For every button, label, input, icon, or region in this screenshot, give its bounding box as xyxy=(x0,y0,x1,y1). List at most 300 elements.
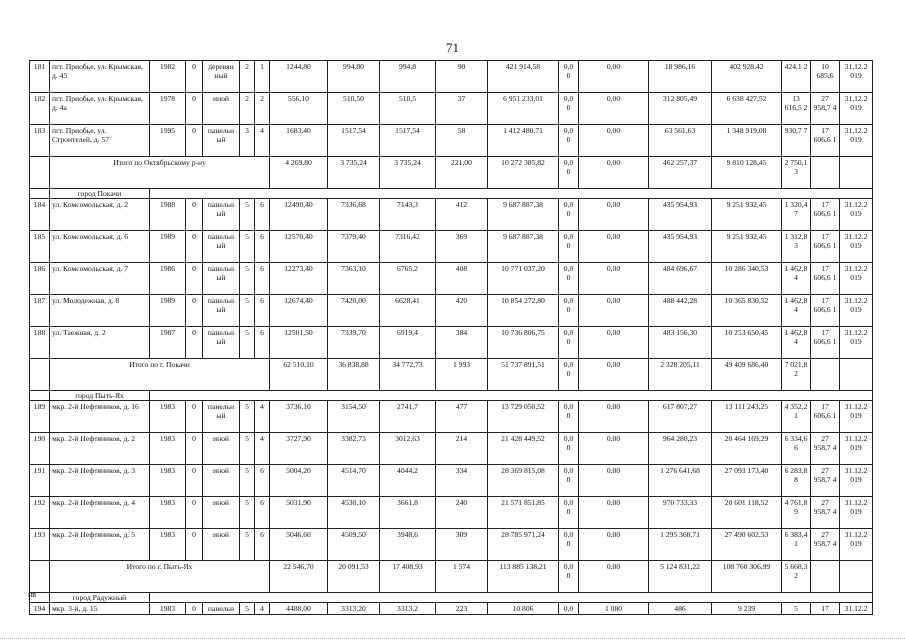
cell-residents: 309 xyxy=(436,529,488,561)
cell-empty xyxy=(811,157,840,189)
cell-floors: 5 xyxy=(240,327,255,359)
table-row xyxy=(30,465,873,497)
cell-c1: 0,0 0 xyxy=(559,529,579,561)
cell-cost: 1 412 480,71 xyxy=(488,125,559,157)
cell-area-living: 4509,50 xyxy=(328,529,380,561)
cell-c4: 1 348 919,08 xyxy=(712,125,782,157)
cell-year: 1986 xyxy=(150,263,186,295)
cell-area-living: 7420,00 xyxy=(328,295,380,327)
cell-area-living: 20 091,53 xyxy=(328,561,380,593)
cell-year: 1983 xyxy=(150,433,186,465)
cell-entrances: 6 xyxy=(255,231,270,263)
cell-c3: 5 124 831,22 xyxy=(649,561,712,593)
cell-material: панельн ый xyxy=(203,327,240,359)
cell-area-total: 12490,40 xyxy=(270,199,328,231)
cell-area-res: 3948,6 xyxy=(380,529,436,561)
cell-residents: 221,00 xyxy=(436,157,488,189)
cell-entrances: 6 xyxy=(255,465,270,497)
cell-zero: 0 xyxy=(186,93,203,125)
cell-area-res: 4044,2 xyxy=(380,465,436,497)
cell-c4: 13 111 243,25 xyxy=(712,401,782,433)
cell-floors: 5 xyxy=(240,295,255,327)
cell-c2: 0,00 xyxy=(579,157,649,189)
cell-label: Итого по г. Пыть-Ях xyxy=(50,561,270,593)
cell-material: деревян ный xyxy=(203,61,240,93)
cell-date: 31.12.2 019 xyxy=(840,401,873,433)
cell-residents: 1 574 xyxy=(436,561,488,593)
cell-address: пгт. Приобье, ул. Крымская, д. 45 xyxy=(50,61,150,93)
cell-label: Итого по г. Покачи xyxy=(50,359,270,391)
cell-year: 1982 xyxy=(150,61,186,93)
cell-cost: 10 806 xyxy=(488,603,559,615)
cell-area-res: 17 408,93 xyxy=(380,561,436,593)
table-row xyxy=(30,295,873,327)
cell-n: 194 xyxy=(30,603,50,615)
cell-residents: 58 xyxy=(436,125,488,157)
cell-area-living: 36 838,88 xyxy=(328,359,380,391)
register-table-wrapper xyxy=(29,60,872,615)
cell-residents: 1 993 xyxy=(436,359,488,391)
cell-entrances: 6 xyxy=(255,199,270,231)
cell-cost: 21 571 851,85 xyxy=(488,497,559,529)
cell-area-living: 7363,10 xyxy=(328,263,380,295)
cell-entrances: 6 xyxy=(255,327,270,359)
cell-residents: 408 xyxy=(436,263,488,295)
cell-c5: 1 462,8 4 xyxy=(782,327,811,359)
cell-c1: 0,0 0 xyxy=(559,263,579,295)
table-row xyxy=(30,263,873,295)
table-row xyxy=(30,603,873,615)
cell-c5: 5 xyxy=(782,603,811,615)
cell-floors: 5 xyxy=(240,465,255,497)
cell-material: панельн ый xyxy=(203,231,240,263)
cell-c6: 17 606,6 1 xyxy=(811,327,840,359)
cell-c6: 17 606,6 1 xyxy=(811,125,840,157)
cell-empty xyxy=(840,561,873,593)
cell-residents: 223 xyxy=(436,603,488,615)
cell-year: 1983 xyxy=(150,529,186,561)
cell-zero: 0 xyxy=(186,497,203,529)
cell-residents: 240 xyxy=(436,497,488,529)
cell-c3: 484 696,67 xyxy=(649,263,712,295)
cell-material: панельн ый xyxy=(203,401,240,433)
cell-c1: 0,0 0 xyxy=(559,465,579,497)
cell-area-living: 3 735,24 xyxy=(328,157,380,189)
cell-zero: 0 xyxy=(186,401,203,433)
cell-c6: 17 606,6 1 xyxy=(811,199,840,231)
cell-c6: 27 958,7 4 xyxy=(811,497,840,529)
cell-year: 1988 xyxy=(150,199,186,231)
cell-floors: 5 xyxy=(240,231,255,263)
cell-entrances: 6 xyxy=(255,497,270,529)
page-number: 71 xyxy=(446,40,459,55)
cell-date: 31.12.2 019 xyxy=(840,433,873,465)
cell-label: Итого по Октябрьскому р-ну xyxy=(50,157,270,189)
subtotal-row xyxy=(30,561,873,593)
table-row xyxy=(30,327,873,359)
cell-c4: 49 409 686,40 xyxy=(712,359,782,391)
cell-c2: 0,00 xyxy=(579,125,649,157)
cell-area-res: 7316,42 xyxy=(380,231,436,263)
cell-area-res: 6628,41 xyxy=(380,295,436,327)
cell-material: иной xyxy=(203,433,240,465)
table-row xyxy=(30,433,873,465)
table-row xyxy=(30,93,873,125)
cell-c6: 17 xyxy=(811,603,840,615)
cell-n: 186 xyxy=(30,263,50,295)
cell-label: город Радужный xyxy=(50,593,150,603)
cell-material: иной xyxy=(203,93,240,125)
cell-empty xyxy=(840,359,873,391)
cell-material: иной xyxy=(203,465,240,497)
cell-area-living: 7339,70 xyxy=(328,327,380,359)
cell-area-living: 3154,50 xyxy=(328,401,380,433)
cell-c6: 17 606,6 1 xyxy=(811,231,840,263)
cell-c3: 488 442,28 xyxy=(649,295,712,327)
cell-c5: 13 616,5 2 xyxy=(782,93,811,125)
cell-area-total: 3727,90 xyxy=(270,433,328,465)
cell-date: 31.12.2 019 xyxy=(840,295,873,327)
cell-label: город Пыть-Ях xyxy=(50,391,150,401)
cell-area-living: 3313,20 xyxy=(328,603,380,615)
cell-n: 187 xyxy=(30,295,50,327)
cell-cost: 6 951 233,01 xyxy=(488,93,559,125)
cell-c4: 9 239 xyxy=(712,603,782,615)
cell-c2: 0,00 xyxy=(579,199,649,231)
cell-area-res: 3313,2 xyxy=(380,603,436,615)
cell-date: 31.12.2 019 xyxy=(840,529,873,561)
cell-n: 190 xyxy=(30,433,50,465)
cell-c4: 20 601 118,52 xyxy=(712,497,782,529)
cell-year: 1983 xyxy=(150,401,186,433)
cell-c4: 10 253 650,45 xyxy=(712,327,782,359)
cell-zero: 0 xyxy=(186,199,203,231)
cell-residents: 369 xyxy=(436,231,488,263)
cell-material: панельн ый xyxy=(203,263,240,295)
cell-c1: 0,0 0 xyxy=(559,359,579,391)
cell-area-living: 7379,40 xyxy=(328,231,380,263)
cell-year: 1978 xyxy=(150,93,186,125)
cell-date: 31.12.2 019 xyxy=(840,61,873,93)
cell-residents: 214 xyxy=(436,433,488,465)
cell-c4: 20 464 169,29 xyxy=(712,433,782,465)
cell-n: 189 xyxy=(30,401,50,433)
cell-address: мкр. 2-й Нефтяников, д. 3 xyxy=(50,465,150,497)
cell-date: 31.12.2 019 xyxy=(840,199,873,231)
cell-floors: 5 xyxy=(240,199,255,231)
cell-c4: 9 251 932,45 xyxy=(712,199,782,231)
cell-area-living: 994,80 xyxy=(328,61,380,93)
cell-zero: 0 xyxy=(186,603,203,615)
cell-c2: 0,00 xyxy=(579,529,649,561)
cell-entrances: 4 xyxy=(255,603,270,615)
cell-empty xyxy=(30,189,50,199)
cell-empty xyxy=(30,157,50,189)
cell-cost: 10 771 037,20 xyxy=(488,263,559,295)
cell-date: 31.12.2 019 xyxy=(840,93,873,125)
cell-c1: 0,0 0 xyxy=(559,401,579,433)
cell-c4: 10 365 830,52 xyxy=(712,295,782,327)
cell-zero: 0 xyxy=(186,295,203,327)
cell-date: 31.12.2 019 xyxy=(840,263,873,295)
cell-material: иной xyxy=(203,497,240,529)
cell-area-living: 510,50 xyxy=(328,93,380,125)
cell-area-res: 2741,7 xyxy=(380,401,436,433)
cell-cost: 28 785 971,24 xyxy=(488,529,559,561)
cell-year: 1989 xyxy=(150,295,186,327)
cell-empty xyxy=(150,593,873,603)
cell-c6: 17 606,6 1 xyxy=(811,263,840,295)
cell-c6: 27 958,7 4 xyxy=(811,433,840,465)
cell-n: 188 xyxy=(30,327,50,359)
cell-c1: 0,0 0 xyxy=(559,327,579,359)
cell-c6: 27 958,7 4 xyxy=(811,93,840,125)
cell-date: 31.12.2 019 xyxy=(840,231,873,263)
cell-address: мкр. 2-й Нефтяников, д. 4 xyxy=(50,497,150,529)
cell-c3: 970 733,33 xyxy=(649,497,712,529)
cell-c3: 435 954,93 xyxy=(649,231,712,263)
cell-c2: 0,00 xyxy=(579,401,649,433)
cell-address: ул. Таежная, д. 2 xyxy=(50,327,150,359)
cell-cost: 10 854 272,80 xyxy=(488,295,559,327)
cell-c3: 617 807,27 xyxy=(649,401,712,433)
cell-floors: 2 xyxy=(240,61,255,93)
cell-c2: 0,00 xyxy=(579,359,649,391)
cell-area-res: 510,5 xyxy=(380,93,436,125)
cell-c3: 18 986,16 xyxy=(649,61,712,93)
cell-label: город Покачи xyxy=(50,189,150,199)
cell-c2: 1 080 xyxy=(579,603,649,615)
cell-c1: 0,0 0 xyxy=(559,295,579,327)
cell-address: мкр. 3-й, д. 15 xyxy=(50,603,150,615)
cell-empty xyxy=(30,391,50,401)
subtotal-row xyxy=(30,359,873,391)
cell-c3: 964 280,23 xyxy=(649,433,712,465)
cell-c2: 0,00 xyxy=(579,263,649,295)
cell-c3: 435 954,93 xyxy=(649,199,712,231)
cell-material: панельн ый xyxy=(203,125,240,157)
cell-floors: 5 xyxy=(240,263,255,295)
cell-zero: 0 xyxy=(186,61,203,93)
cell-zero: 0 xyxy=(186,327,203,359)
cell-c2: 0,00 xyxy=(579,327,649,359)
cell-cost: 9 687 887,38 xyxy=(488,231,559,263)
cell-area-res: 3012,63 xyxy=(380,433,436,465)
table-row xyxy=(30,497,873,529)
cell-cost: 21 428 449,52 xyxy=(488,433,559,465)
cell-zero: 0 xyxy=(186,231,203,263)
cell-c6: 17 606,6 1 xyxy=(811,401,840,433)
cell-zero: 0 xyxy=(186,529,203,561)
cell-entrances: 4 xyxy=(255,125,270,157)
cell-area-total: 62 510,10 xyxy=(270,359,328,391)
cell-c4: 27 490 602,53 xyxy=(712,529,782,561)
cell-address: ул. Молодежная, д. 8 xyxy=(50,295,150,327)
cell-c1: 0,0 0 xyxy=(559,561,579,593)
cell-zero: 0 xyxy=(186,433,203,465)
cell-c6: 17 606,6 1 xyxy=(811,295,840,327)
cell-residents: 412 xyxy=(436,199,488,231)
cell-zero: 0 xyxy=(186,125,203,157)
cell-entrances: 2 xyxy=(255,93,270,125)
cell-area-total: 12570,40 xyxy=(270,231,328,263)
cell-area-total: 4488,00 xyxy=(270,603,328,615)
cell-c2: 0,00 xyxy=(579,497,649,529)
cell-c3: 63 561,63 xyxy=(649,125,712,157)
city-heading-row xyxy=(30,391,873,401)
cell-floors: 5 xyxy=(240,529,255,561)
cell-area-res: 1517,54 xyxy=(380,125,436,157)
cell-cost: 13 729 050,52 xyxy=(488,401,559,433)
cell-area-res: 3661,8 xyxy=(380,497,436,529)
cell-c1: 0,0 0 xyxy=(559,157,579,189)
cell-c2: 0,00 xyxy=(579,93,649,125)
cell-c1: 0,0 0 xyxy=(559,125,579,157)
cell-n: 191 xyxy=(30,465,50,497)
cell-c3: 312 805,49 xyxy=(649,93,712,125)
cell-c1: 0,0 0 xyxy=(559,231,579,263)
cell-floors: 5 xyxy=(240,497,255,529)
cell-c3: 1 276 641,68 xyxy=(649,465,712,497)
cell-cost: 9 687 887,38 xyxy=(488,199,559,231)
cell-c1: 0,0 0 xyxy=(559,61,579,93)
cell-c2: 0,00 xyxy=(579,465,649,497)
cell-year: 1983 xyxy=(150,603,186,615)
cell-cost: 51 737 891,51 xyxy=(488,359,559,391)
cell-c5: 1 312,8 3 xyxy=(782,231,811,263)
cell-c5: 4 761,8 9 xyxy=(782,497,811,529)
table-row xyxy=(30,401,873,433)
subtotal-row xyxy=(30,157,873,189)
table-row xyxy=(30,61,873,93)
cell-residents: 477 xyxy=(436,401,488,433)
cell-c2: 0,00 xyxy=(579,561,649,593)
cell-address: мкр. 2-й Нефтяников, д. 5 xyxy=(50,529,150,561)
cell-year: 1995 xyxy=(150,125,186,157)
cell-c5: 4 352,2 1 xyxy=(782,401,811,433)
cell-area-total: 4 269,80 xyxy=(270,157,328,189)
cell-empty xyxy=(840,157,873,189)
cell-entrances: 4 xyxy=(255,433,270,465)
cell-date: 31.12.2 019 xyxy=(840,125,873,157)
cell-c1: 0,0 xyxy=(559,603,579,615)
cell-area-total: 5046,60 xyxy=(270,529,328,561)
register-table xyxy=(29,60,873,615)
cell-c5: 1 462,8 4 xyxy=(782,263,811,295)
cell-empty xyxy=(150,391,873,401)
cell-zero: 0 xyxy=(186,263,203,295)
cell-entrances: 6 xyxy=(255,295,270,327)
cell-c5: 2 750,1 3 xyxy=(782,157,811,189)
cell-residents: 384 xyxy=(436,327,488,359)
cell-area-total: 12501,50 xyxy=(270,327,328,359)
cell-year: 1987 xyxy=(150,327,186,359)
footer-mark: нв xyxy=(28,590,37,599)
cell-area-living: 7336,68 xyxy=(328,199,380,231)
cell-address: мкр. 2-й Нефтяников, д. 16 xyxy=(50,401,150,433)
cell-c1: 0,0 0 xyxy=(559,497,579,529)
cell-address: ул. Комсомольская, д. 6 xyxy=(50,231,150,263)
city-heading-row xyxy=(30,593,873,603)
cell-c1: 0,0 0 xyxy=(559,199,579,231)
cell-c4: 27 093 173,40 xyxy=(712,465,782,497)
cell-c2: 0,00 xyxy=(579,231,649,263)
cell-area-total: 3736,10 xyxy=(270,401,328,433)
cell-area-res: 6919,4 xyxy=(380,327,436,359)
cell-address: ул. Комсомольская, д. 2 xyxy=(50,199,150,231)
cell-address: пгт. Приобье, ул. Крымская, д. 4а xyxy=(50,93,150,125)
cell-c5: 7 021,8 2 xyxy=(782,359,811,391)
cell-c4: 9 810 128,45 xyxy=(712,157,782,189)
cell-area-total: 12674,40 xyxy=(270,295,328,327)
cell-n: 183 xyxy=(30,125,50,157)
cell-n: 182 xyxy=(30,93,50,125)
table-row xyxy=(30,529,873,561)
cell-c2: 0,00 xyxy=(579,433,649,465)
cell-c6: 27 958,7 4 xyxy=(811,465,840,497)
table-row xyxy=(30,199,873,231)
cell-c6: 27 958,7 4 xyxy=(811,529,840,561)
cell-material: панельн xyxy=(203,603,240,615)
cell-area-res: 994,8 xyxy=(380,61,436,93)
cell-area-total: 556,10 xyxy=(270,93,328,125)
cell-empty xyxy=(150,189,873,199)
cell-c3: 483 156,30 xyxy=(649,327,712,359)
cell-material: панельн ый xyxy=(203,199,240,231)
cell-year: 1989 xyxy=(150,231,186,263)
cell-cost: 10 736 806,75 xyxy=(488,327,559,359)
cell-area-total: 1244,80 xyxy=(270,61,328,93)
cell-floors: 5 xyxy=(240,603,255,615)
cell-c3: 1 295 368,71 xyxy=(649,529,712,561)
cell-empty xyxy=(30,359,50,391)
cell-c5: 5 668,3 2 xyxy=(782,561,811,593)
cell-floors: 5 xyxy=(240,401,255,433)
cell-c5: 1 320,4 7 xyxy=(782,199,811,231)
cell-date: 31.12.2 019 xyxy=(840,327,873,359)
cell-area-total: 12273,40 xyxy=(270,263,328,295)
cell-c3: 462 257,37 xyxy=(649,157,712,189)
cell-empty xyxy=(30,561,50,593)
register-table-body xyxy=(30,61,873,615)
cell-c5: 930,7 7 xyxy=(782,125,811,157)
cell-c5: 6 383,4 1 xyxy=(782,529,811,561)
cell-residents: 334 xyxy=(436,465,488,497)
cell-area-res: 7143,3 xyxy=(380,199,436,231)
cell-floors: 5 xyxy=(240,433,255,465)
cell-c1: 0,0 0 xyxy=(559,93,579,125)
cell-entrances: 1 xyxy=(255,61,270,93)
cell-area-total: 5031,90 xyxy=(270,497,328,529)
cell-cost: 10 272 385,82 xyxy=(488,157,559,189)
cell-c5: 6 334,6 6 xyxy=(782,433,811,465)
cell-c5: 1 462,8 4 xyxy=(782,295,811,327)
cell-area-living: 1517,54 xyxy=(328,125,380,157)
table-row xyxy=(30,231,873,263)
cell-c3: 486 xyxy=(649,603,712,615)
cell-address: мкр. 2-й Нефтяников, д. 2 xyxy=(50,433,150,465)
cell-address: пгт. Приобье, ул. Строителей, д. 57 xyxy=(50,125,150,157)
cell-residents: 420 xyxy=(436,295,488,327)
cell-address: ул. Комсомольская, д. 7 xyxy=(50,263,150,295)
cell-c3: 2 328 205,11 xyxy=(649,359,712,391)
cell-cost: 28 369 815,08 xyxy=(488,465,559,497)
cell-c5: 424,1 2 xyxy=(782,61,811,93)
cell-material: панельн ый xyxy=(203,295,240,327)
cell-area-total: 22 546,70 xyxy=(270,561,328,593)
city-heading-row xyxy=(30,189,873,199)
cell-n: 193 xyxy=(30,529,50,561)
